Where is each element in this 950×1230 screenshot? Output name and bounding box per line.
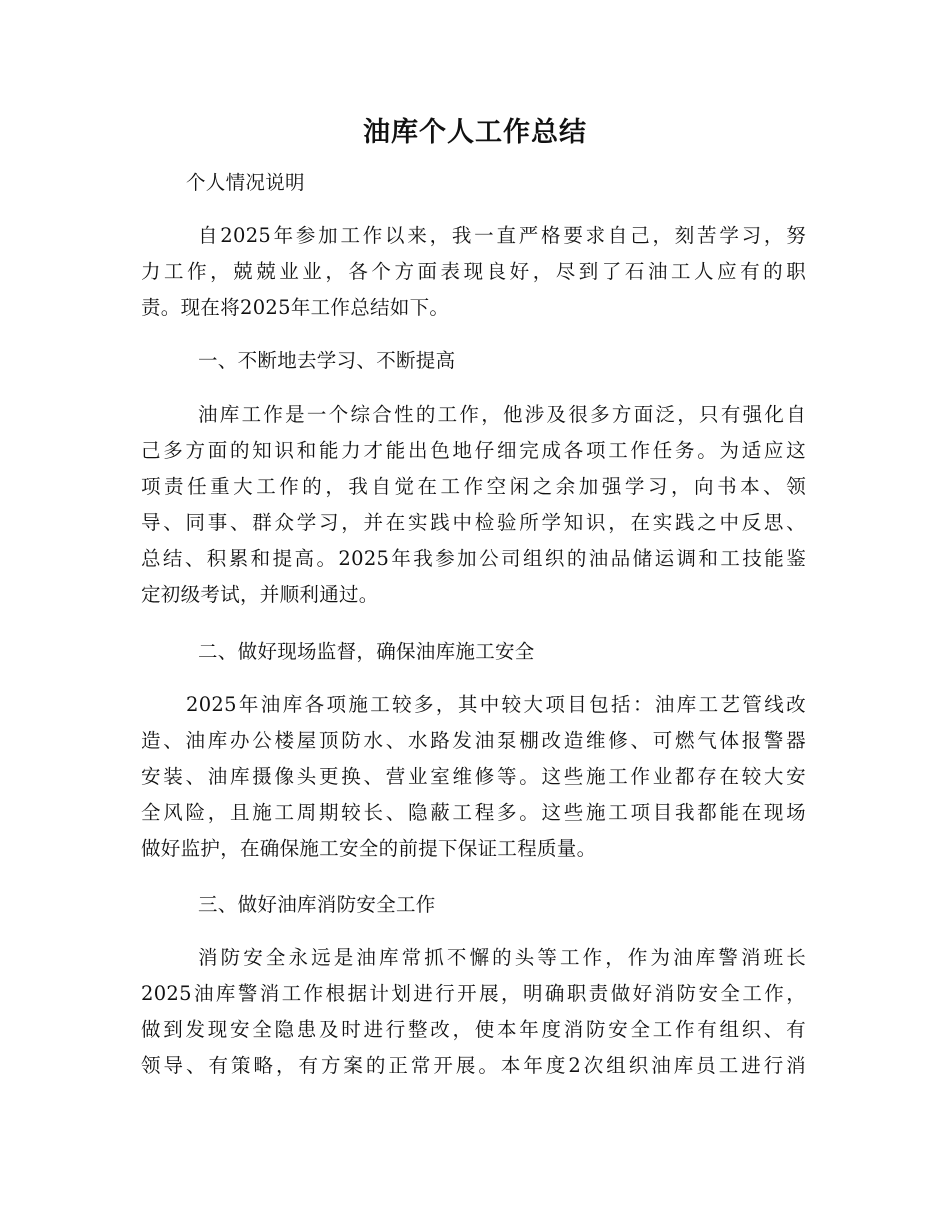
paragraph-line: 领导、有策略，有方案的正常开展。本年度2次组织油库员工进行消 [141, 1054, 806, 1077]
paragraph-line: 消防安全永远是油库常抓不懈的头等工作，作为油库警消班长 [198, 946, 806, 969]
document-title: 油库个人工作总结 [363, 117, 587, 148]
paragraph-line: 己多方面的知识和能力才能出色地仔细完成各项工作任务。为适应这 [141, 439, 806, 462]
section-heading-1: 一、不断地去学习、不断提高 [198, 349, 456, 372]
paragraph-line: 总结、积累和提高。2025年我参加公司组织的油品储运调和工技能鉴 [141, 547, 806, 570]
paragraph-line: 造、油库办公楼屋顶防水、水路发油泵棚改造维修、可燃气体报警器 [141, 729, 806, 752]
section-heading-intro: 个人情况说明 [186, 171, 305, 194]
paragraph-line: 项责任重大工作的，我自觉在工作空闲之余加强学习，向书本、领 [141, 475, 806, 498]
paragraph-line: 2025油库警消工作根据计划进行开展，明确职责做好消防安全工作， [141, 982, 806, 1005]
paragraph-line: 定初级考试，并顺利通过。 [141, 583, 379, 606]
paragraph-line: 责。现在将2025年工作总结如下。 [141, 296, 450, 319]
paragraph-line: 安装、油库摄像头更换、营业室维修等。这些施工作业都存在较大安 [141, 765, 806, 788]
paragraph-line: 2025年油库各项施工较多，其中较大项目包括：油库工艺管线改 [186, 693, 806, 716]
section-heading-2: 二、做好现场监督，确保油库施工安全 [198, 640, 535, 663]
paragraph-line: 力工作，兢兢业业，各个方面表现良好，尽到了石油工人应有的职 [141, 260, 806, 283]
paragraph-line: 导、同事、群众学习，并在实践中检验所学知识，在实践之中反思、 [141, 511, 806, 534]
paragraph-line: 做好监护，在确保施工安全的前提下保证工程质量。 [141, 837, 597, 860]
section-heading-3: 三、做好油库消防安全工作 [198, 893, 436, 916]
paragraph-line: 全风险，且施工周期较长、隐蔽工程多。这些施工项目我都能在现场 [141, 801, 806, 824]
paragraph-line: 油库工作是一个综合性的工作，他涉及很多方面泛，只有强化自 [198, 403, 806, 426]
paragraph-line: 做到发现安全隐患及时进行整改，使本年度消防安全工作有组织、有 [141, 1018, 806, 1041]
paragraph-line: 自2025年参加工作以来，我一直严格要求自己，刻苦学习，努 [198, 224, 806, 247]
